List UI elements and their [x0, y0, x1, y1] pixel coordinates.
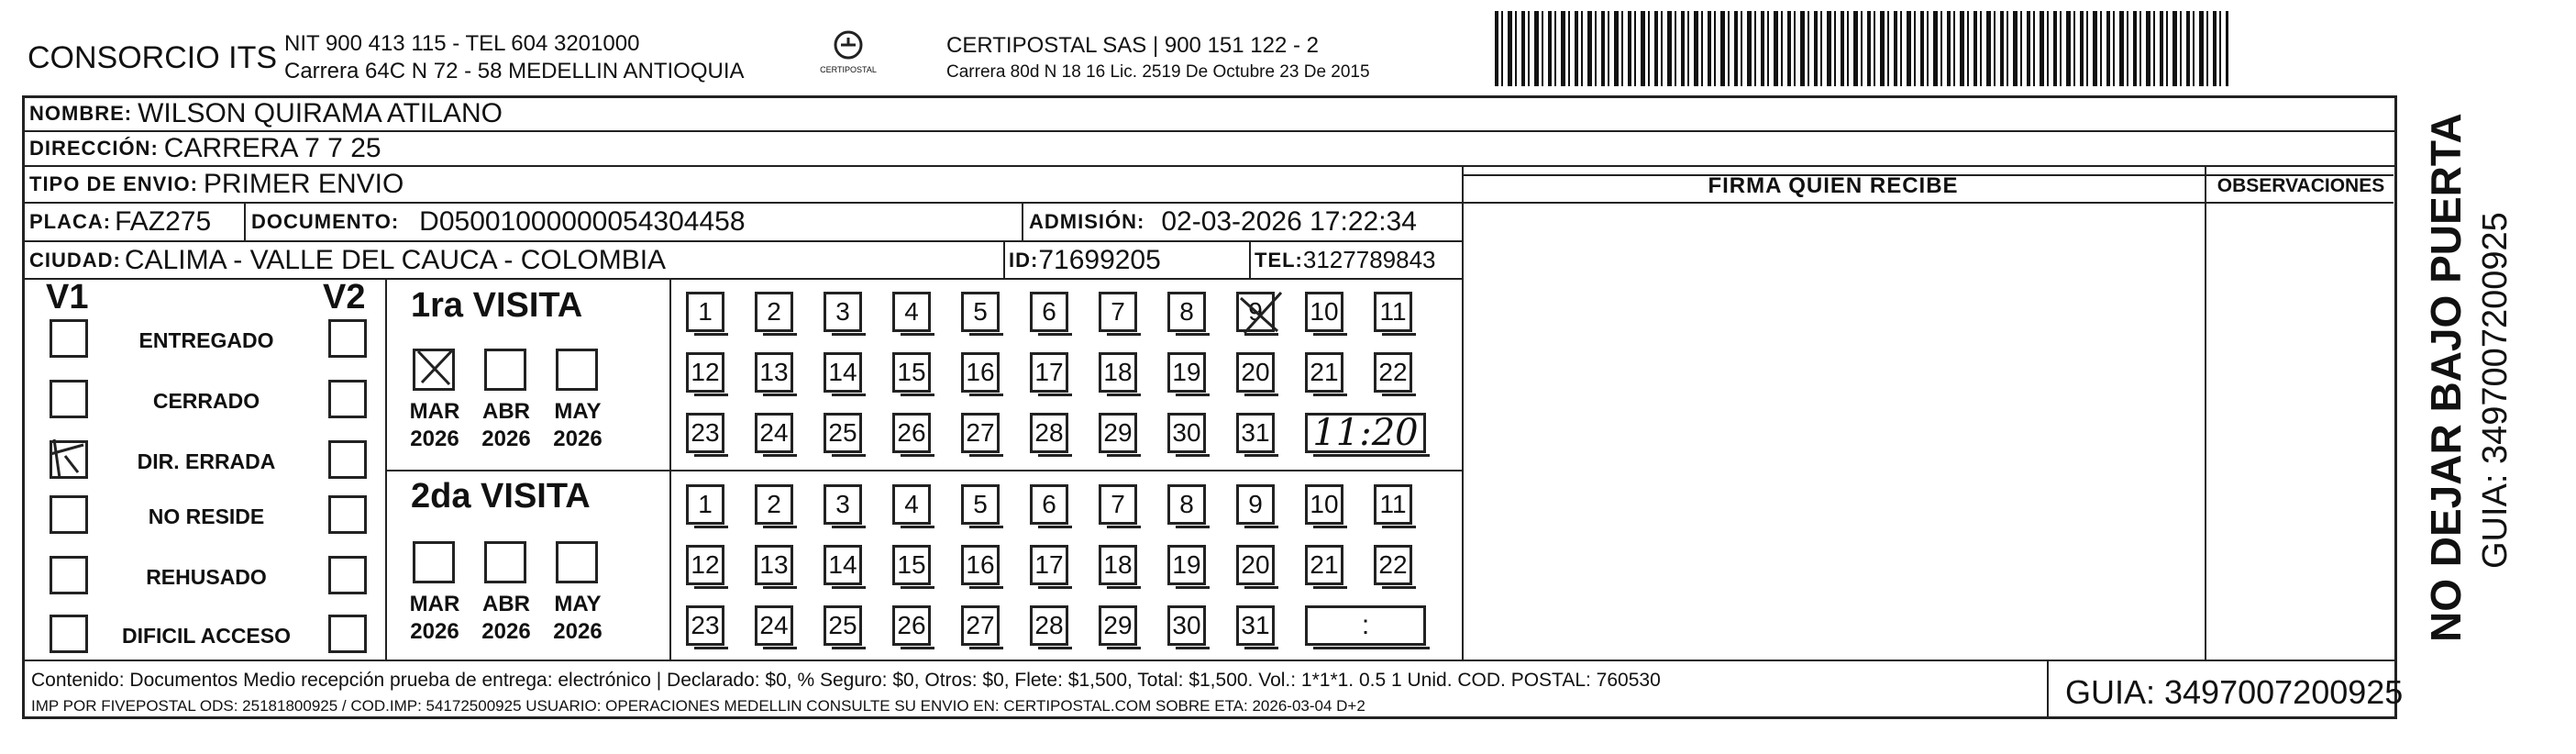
month-year: 2026	[481, 427, 531, 451]
firma-header-text: FIRMA QUIEN RECIBE	[1708, 173, 1959, 198]
tel-row	[1255, 242, 1436, 278]
visit1-day-box[interactable]: 15	[892, 352, 931, 393]
direccion-label: DIRECCIÓN:	[29, 137, 159, 160]
visit2-day-box[interactable]: 17	[1030, 545, 1068, 585]
visit1-day-box[interactable]: 13	[755, 352, 793, 393]
id-value: 71699205	[1038, 244, 1161, 275]
status-v2-checkbox[interactable]	[328, 615, 367, 653]
documento-row	[251, 204, 746, 240]
visit2-month-label	[477, 591, 536, 646]
documento-value: D05001000000054304458	[419, 206, 746, 237]
status-v1-checkbox[interactable]	[50, 556, 88, 594]
placa-value: FAZ275	[115, 206, 212, 237]
visit1-day-box[interactable]: 20	[1236, 352, 1275, 393]
ciudad-row	[29, 242, 666, 278]
month-year: 2026	[553, 427, 603, 451]
visit1-day-box[interactable]: 19	[1167, 352, 1206, 393]
visit1-day-box[interactable]: 3	[824, 292, 862, 332]
status-label: DIR. ERRADA	[137, 449, 276, 473]
visit1-day-box[interactable]: 22	[1374, 352, 1412, 393]
visit2-day-box[interactable]: 6	[1030, 484, 1068, 525]
month-name: MAR	[409, 592, 460, 616]
admision-value: 02-03-2026 17:22:34	[1161, 206, 1417, 237]
status-v1-checkbox[interactable]	[50, 615, 88, 653]
status-v1-checkbox[interactable]	[50, 319, 88, 358]
tipo-value: PRIMER ENVIO	[203, 169, 404, 199]
cross-mark-icon	[1237, 291, 1283, 337]
visit1-month-checkbox[interactable]	[413, 349, 455, 391]
status-v2-checkbox[interactable]	[328, 319, 367, 358]
observaciones-header-text: OBSERVACIONES	[2217, 175, 2385, 196]
status-label: DIFICIL ACCESO	[121, 624, 291, 648]
visit1-day-box[interactable]: 26	[892, 413, 931, 453]
visit2-day-box[interactable]: 14	[824, 545, 862, 585]
nombre-row	[29, 97, 503, 130]
company-name: CONSORCIO ITS	[28, 40, 278, 75]
check-mark-icon	[47, 436, 85, 474]
visit2-month-checkbox[interactable]	[484, 541, 526, 583]
visit2-day-box[interactable]: 26	[892, 605, 931, 646]
month-year: 2026	[481, 619, 531, 644]
visit1-day-box[interactable]: 29	[1099, 413, 1137, 453]
visit2-title: 2da VISITA	[411, 477, 591, 516]
visit1-day-box[interactable]: 23	[686, 413, 724, 453]
ciudad-label: CIUDAD:	[29, 248, 121, 272]
status-label: REHUSADO	[146, 565, 267, 589]
visit2-day-box[interactable]: 12	[686, 545, 724, 585]
visit1-title: 1ra VISITA	[411, 286, 583, 325]
tipo-label: TIPO DE ENVIO:	[29, 172, 198, 195]
visit1-day-box[interactable]: 10	[1305, 292, 1343, 332]
visit2-day-box[interactable]: 19	[1167, 545, 1206, 585]
visit1-day-box[interactable]: 24	[755, 413, 793, 453]
visit2-day-box[interactable]: 15	[892, 545, 931, 585]
visit1-day-box[interactable]: 7	[1099, 292, 1137, 332]
visit2-day-box[interactable]: 8	[1167, 484, 1206, 525]
documento-label: DOCUMENTO:	[251, 210, 400, 233]
visit1-day-box[interactable]: 25	[824, 413, 862, 453]
visit2-day-box[interactable]: 2	[755, 484, 793, 525]
month-name: ABR	[482, 399, 530, 424]
check-mark-icon	[413, 346, 455, 388]
company-nit: NIT 900 413 115 - TEL 604 3201000	[284, 31, 640, 56]
status-v1-checkbox[interactable]	[50, 495, 88, 534]
visit1-month-label	[477, 398, 536, 453]
visit1-day-box[interactable]: 1	[686, 292, 724, 332]
visit1-month-checkbox[interactable]	[556, 349, 598, 391]
visit2-month-label	[548, 591, 607, 646]
visit1-day-box[interactable]: 9	[1236, 292, 1275, 332]
visit1-month-checkbox[interactable]	[484, 349, 526, 391]
visit1-day-box[interactable]: 14	[824, 352, 862, 393]
visit1-day-box[interactable]: 31	[1236, 413, 1275, 453]
month-year: 2026	[410, 427, 459, 451]
visit1-day-box[interactable]: 6	[1030, 292, 1068, 332]
month-name: ABR	[482, 592, 530, 616]
visit1-day-box[interactable]: 8	[1167, 292, 1206, 332]
status-v2-checkbox[interactable]	[328, 495, 367, 534]
visit1-day-box[interactable]: 4	[892, 292, 931, 332]
observaciones-header	[2206, 171, 2395, 202]
visit2-day-box[interactable]: 23	[686, 605, 724, 646]
visit2-day-box[interactable]: 21	[1305, 545, 1343, 585]
visit2-day-box[interactable]: 3	[824, 484, 862, 525]
visit2-day-box[interactable]: 31	[1236, 605, 1275, 646]
visit2-day-box[interactable]: 11	[1374, 484, 1412, 525]
nombre-value: WILSON QUIRAMA ATILANO	[138, 98, 503, 128]
visit2-day-box[interactable]: 28	[1030, 605, 1068, 646]
month-name: MAY	[554, 399, 602, 424]
visit2-month-checkbox[interactable]	[413, 541, 455, 583]
visit2-day-box[interactable]: 1	[686, 484, 724, 525]
visit2-day-box[interactable]: 7	[1099, 484, 1137, 525]
status-v2-checkbox[interactable]	[328, 440, 367, 479]
visit1-day-box[interactable]: 5	[961, 292, 1000, 332]
visit1-time-box[interactable]: 11:20	[1305, 413, 1426, 453]
month-year: 2026	[410, 619, 459, 644]
visit2-day-box[interactable]: 27	[961, 605, 1000, 646]
status-label: CERRADO	[152, 389, 260, 413]
visit1-day-box[interactable]: 12	[686, 352, 724, 393]
side-notice: NO DEJAR BAJO PUERTA	[2422, 113, 2470, 642]
visit2-day-box[interactable]: 24	[755, 605, 793, 646]
month-year: 2026	[553, 619, 603, 644]
status-v2-checkbox[interactable]	[328, 380, 367, 418]
visit1-day-box[interactable]: 21	[1305, 352, 1343, 393]
visit2-day-box[interactable]: 5	[961, 484, 1000, 525]
id-label: ID:	[1009, 248, 1039, 272]
visit2-day-box[interactable]: 16	[961, 545, 1000, 585]
visit1-day-box[interactable]: 18	[1099, 352, 1137, 393]
direccion-value: CARRERA 7 7 25	[163, 133, 381, 163]
visit2-day-box[interactable]: 4	[892, 484, 931, 525]
visit2-day-box[interactable]: 20	[1236, 545, 1275, 585]
id-row	[1009, 242, 1161, 278]
tipo-row	[29, 167, 404, 202]
visit2-day-box[interactable]: 25	[824, 605, 862, 646]
visit1-day-box[interactable]: 27	[961, 413, 1000, 453]
visit2-day-box[interactable]: 29	[1099, 605, 1137, 646]
ciudad-value: CALIMA - VALLE DEL CAUCA - COLOMBIA	[124, 244, 667, 275]
visit1-month-label	[548, 398, 607, 453]
barcode	[1495, 11, 2228, 86]
visit2-month-label	[405, 591, 464, 646]
visit2-day-box[interactable]: 10	[1305, 484, 1343, 525]
visit2-day-box[interactable]: 18	[1099, 545, 1137, 585]
placa-row	[29, 204, 211, 240]
footer-contents: Contenido: Documentos Medio recepción prueba de entrega: electrónico | Declarado: $0, % Seguro: $0, Otros: $0, Flete: $1,500, Total: $1,500. Vol.: 1*1*1. 0.5 1 Unid. COD. POSTAL: 760530	[31, 670, 1661, 691]
footer-print-info: IMP POR FIVEPOSTAL ODS: 25181800925 / COD.IMP: 54172500925 USUARIO: OPERACIONES MEDELLIN CONSULTE SU ENVIO EN: CERTIPOSTAL.COM SOBRE ETA: 2026-03-04 D+2	[31, 697, 1365, 715]
month-name: MAY	[554, 592, 602, 616]
tel-label: TEL:	[1255, 248, 1303, 272]
v1-header: V1	[46, 278, 89, 316]
visit1-day-box[interactable]: 11	[1374, 292, 1412, 332]
side-guia: GUIA: 3497007200925	[2476, 212, 2515, 569]
visit1-day-box[interactable]: 16	[961, 352, 1000, 393]
visit1-month-label	[405, 398, 464, 453]
company-address: Carrera 64C N 72 - 58 MEDELLIN ANTIOQUIA	[284, 59, 745, 83]
status-label: ENTREGADO	[138, 328, 274, 352]
status-label: NO RESIDE	[148, 505, 265, 528]
tel-value: 3127789843	[1302, 246, 1436, 273]
status-v2-checkbox[interactable]	[328, 556, 367, 594]
certipostal-logo-icon	[807, 29, 890, 74]
nombre-label: NOMBRE:	[29, 102, 133, 125]
admision-label: ADMISIÓN:	[1029, 210, 1145, 233]
visit2-day-box[interactable]: 13	[755, 545, 793, 585]
visit2-month-checkbox[interactable]	[556, 541, 598, 583]
direccion-row	[29, 132, 381, 165]
visit1-day-box[interactable]: 17	[1030, 352, 1068, 393]
logo-text: CERTIPOSTAL	[820, 65, 877, 74]
status-v1-checkbox[interactable]	[50, 380, 88, 418]
visit1-day-box[interactable]: 30	[1167, 413, 1206, 453]
carrier-address: Carrera 80d N 18 16 Lic. 2519 De Octubre 23 De 2015	[946, 62, 1370, 82]
visit1-day-box[interactable]: 2	[755, 292, 793, 332]
visit2-day-box[interactable]: 30	[1167, 605, 1206, 646]
placa-label: PLACA:	[29, 210, 112, 233]
visit2-day-box[interactable]: 22	[1374, 545, 1412, 585]
visit2-time-box[interactable]: :	[1305, 605, 1426, 646]
admision-row	[1029, 204, 1417, 240]
visit1-day-box[interactable]: 28	[1030, 413, 1068, 453]
firma-header	[1462, 171, 2205, 202]
footer-guia: GUIA: 3497007200925	[2065, 673, 2404, 711]
visit2-day-box[interactable]: 9	[1236, 484, 1275, 525]
status-v1-checkbox[interactable]	[50, 440, 88, 479]
carrier-name: CERTIPOSTAL SAS | 900 151 122 - 2	[946, 33, 1319, 58]
v2-header: V2	[323, 278, 366, 316]
month-name: MAR	[409, 399, 460, 424]
